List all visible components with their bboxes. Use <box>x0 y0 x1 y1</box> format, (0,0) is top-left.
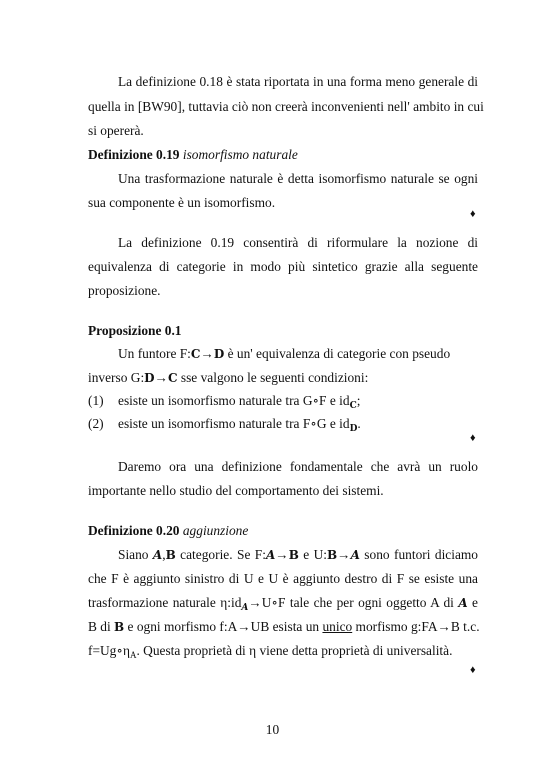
paragraph-line: si opererà. <box>88 123 144 138</box>
paragraph-line: Daremo ora una definizione fondamentale che avrà un ruolo <box>118 459 478 474</box>
paragraph-line: proposizione. <box>88 283 161 298</box>
underlined-word: unico <box>322 619 353 634</box>
paragraph-line: inverso G:D→C sse valgono le seguenti condizioni: <box>88 370 369 385</box>
condition-number: (2) <box>88 416 104 431</box>
definition-label: Definizione 0.19 <box>88 147 180 162</box>
paragraph-line: importante nello studio del comportamento dei sistemi. <box>88 483 384 498</box>
paragraph-line: Siano A,B categorie. Se F:A→B e U:B→A sono funtori diciamo <box>118 547 479 562</box>
paragraph-line: Una trasformazione naturale è detta isomorfismo naturale se ogni <box>118 171 478 186</box>
paragraph-line: B di B e ogni morfismo f:A→UB esista un unico morfismo g:FA→B t.c. <box>88 619 480 634</box>
definition-heading <box>88 146 478 164</box>
paragraph-line: $f=Ug\circ\eta_A$. Questa proprietà di η viene detta proprietà di universalità. <box>88 643 453 660</box>
definition-heading <box>88 522 478 540</box>
page-number: 10 <box>265 722 280 737</box>
definition-label: Definizione 0.20 <box>88 523 180 538</box>
end-diamond-icon: ♦ <box>470 208 476 220</box>
paragraph-line: Un funtore F:C→D è un' equivalenza di categorie con pseudo <box>118 346 451 361</box>
paragraph-line: trasformazione naturale $\eta:id_A\to U\circ F$ tale che per ogni oggetto A di A e <box>88 595 478 613</box>
paragraph-line: che F è aggiunto sinistro di U e U è aggiunto destro di F se esiste una <box>88 571 478 586</box>
paragraph-line: La definizione 0.18 è stata riportata in una forma meno generale di <box>118 74 478 89</box>
paragraph-line: equivalenza di categorie in modo più sintetico grazie alla seguente <box>88 259 478 274</box>
condition-number: (1) <box>88 393 104 408</box>
paragraph-line: quella in [BW90], tuttavia ciò non creerà inconvenienti nell' ambito in cui <box>88 99 484 114</box>
condition-text: esiste un isomorfismo naturale tra G∘F e $id_C$; <box>118 393 361 411</box>
end-diamond-icon: ♦ <box>470 664 476 676</box>
condition-text: esiste un isomorfismo naturale tra F∘G e $id_D$. <box>118 416 361 434</box>
end-diamond-icon: ♦ <box>470 432 476 444</box>
paragraph-line: sua componente è un isomorfismo. <box>88 195 276 210</box>
paragraph-line: La definizione 0.19 consentirà di riformulare la nozione di <box>118 235 478 250</box>
definition-name: aggiunzione <box>182 523 249 538</box>
definition-name: isomorfismo naturale <box>182 147 298 162</box>
proposition-heading: Proposizione 0.1 <box>88 323 182 338</box>
